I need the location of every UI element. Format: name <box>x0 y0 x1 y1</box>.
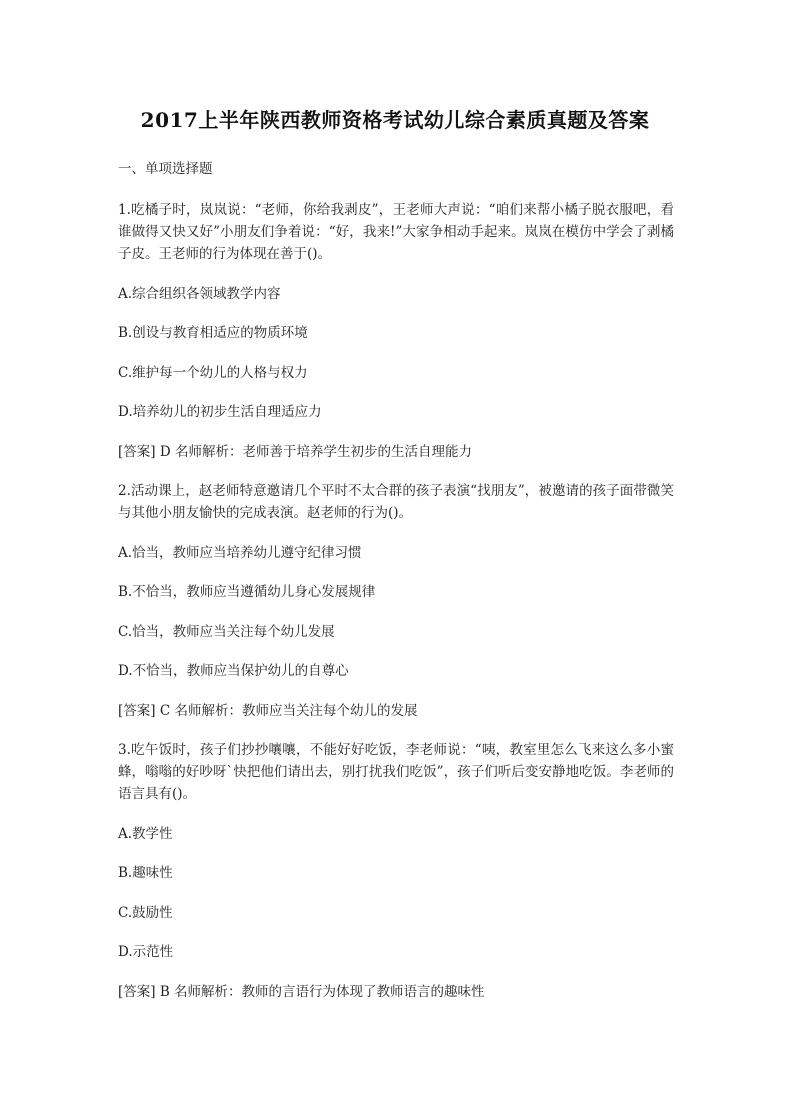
question-2-option-d: D.不恰当，教师应当保护幼儿的自尊心 <box>118 663 349 679</box>
document-title: 2017上半年陕西教师资格考试幼儿综合素质真题及答案 <box>140 108 650 132</box>
question-1-option-d: D.培养幼儿的初步生活自理适应力 <box>118 404 322 420</box>
question-3-option-d: D.示范性 <box>118 944 174 960</box>
question-2-option-c: C.恰当，教师应当关注每个幼儿发展 <box>118 623 335 640</box>
question-1-option-b: B.创设与教育相适应的物质环境 <box>118 325 308 341</box>
question-2-answer: [答案] C 名师解析：教师应当关注每个幼儿的发展 <box>118 702 418 719</box>
question-1-option-a: A.综合组织各领域教学内容 <box>118 285 281 302</box>
section-heading: 一、单项选择题 <box>118 161 213 177</box>
question-3-answer: [答案] B 名师解析：教师的言语行为体现了教师语言的趣味性 <box>118 983 485 1000</box>
question-2-stem: 2.活动课上，赵老师特意邀请几个平时不太合群的孩子表演“找朋友”，被邀请的孩子面带微笑与其他小朋友愉快的完成表演。赵老师的行为()。 <box>118 483 674 521</box>
question-1-stem: 1.吃橘子时，岚岚说：“老师，你给我剥皮”，王老师大声说：“咱们来帮小橘子脱衣服吧，看谁做得又快又好”小朋友们争着说：“好，我来!”大家争相动手起来。岚岚在模仿中学会了剥橘子皮。王老师的行为体现在善于()。 <box>118 202 674 262</box>
question-1-answer: [答案] D 名师解析：老师善于培养学生初步的生活自理能力 <box>118 443 472 460</box>
question-2-option-a: A.恰当，教师应当培养幼儿遵守纪律习惯 <box>118 544 362 561</box>
question-2-option-b: B.不恰当，教师应当遵循幼儿身心发展规律 <box>118 584 376 600</box>
question-3-option-c: C.鼓励性 <box>118 904 173 921</box>
question-3-option-b: B.趣味性 <box>118 865 173 881</box>
question-3-option-a: A.教学性 <box>118 825 173 842</box>
document-body <box>118 158 674 1020</box>
question-1-option-c: C.维护每一个幼儿的人格与权力 <box>118 364 308 381</box>
question-3-stem: 3.吃午饭时，孩子们抄抄嚷嚷，不能好好吃饭，李老师说：“咦，教室里怎么飞来这么多小蜜蜂，嗡嗡的好吵呀`快把他们请出去，别打扰我们吃饭”，孩子们听后变安静地吃饭。李老师的语言具有()。 <box>118 742 674 802</box>
